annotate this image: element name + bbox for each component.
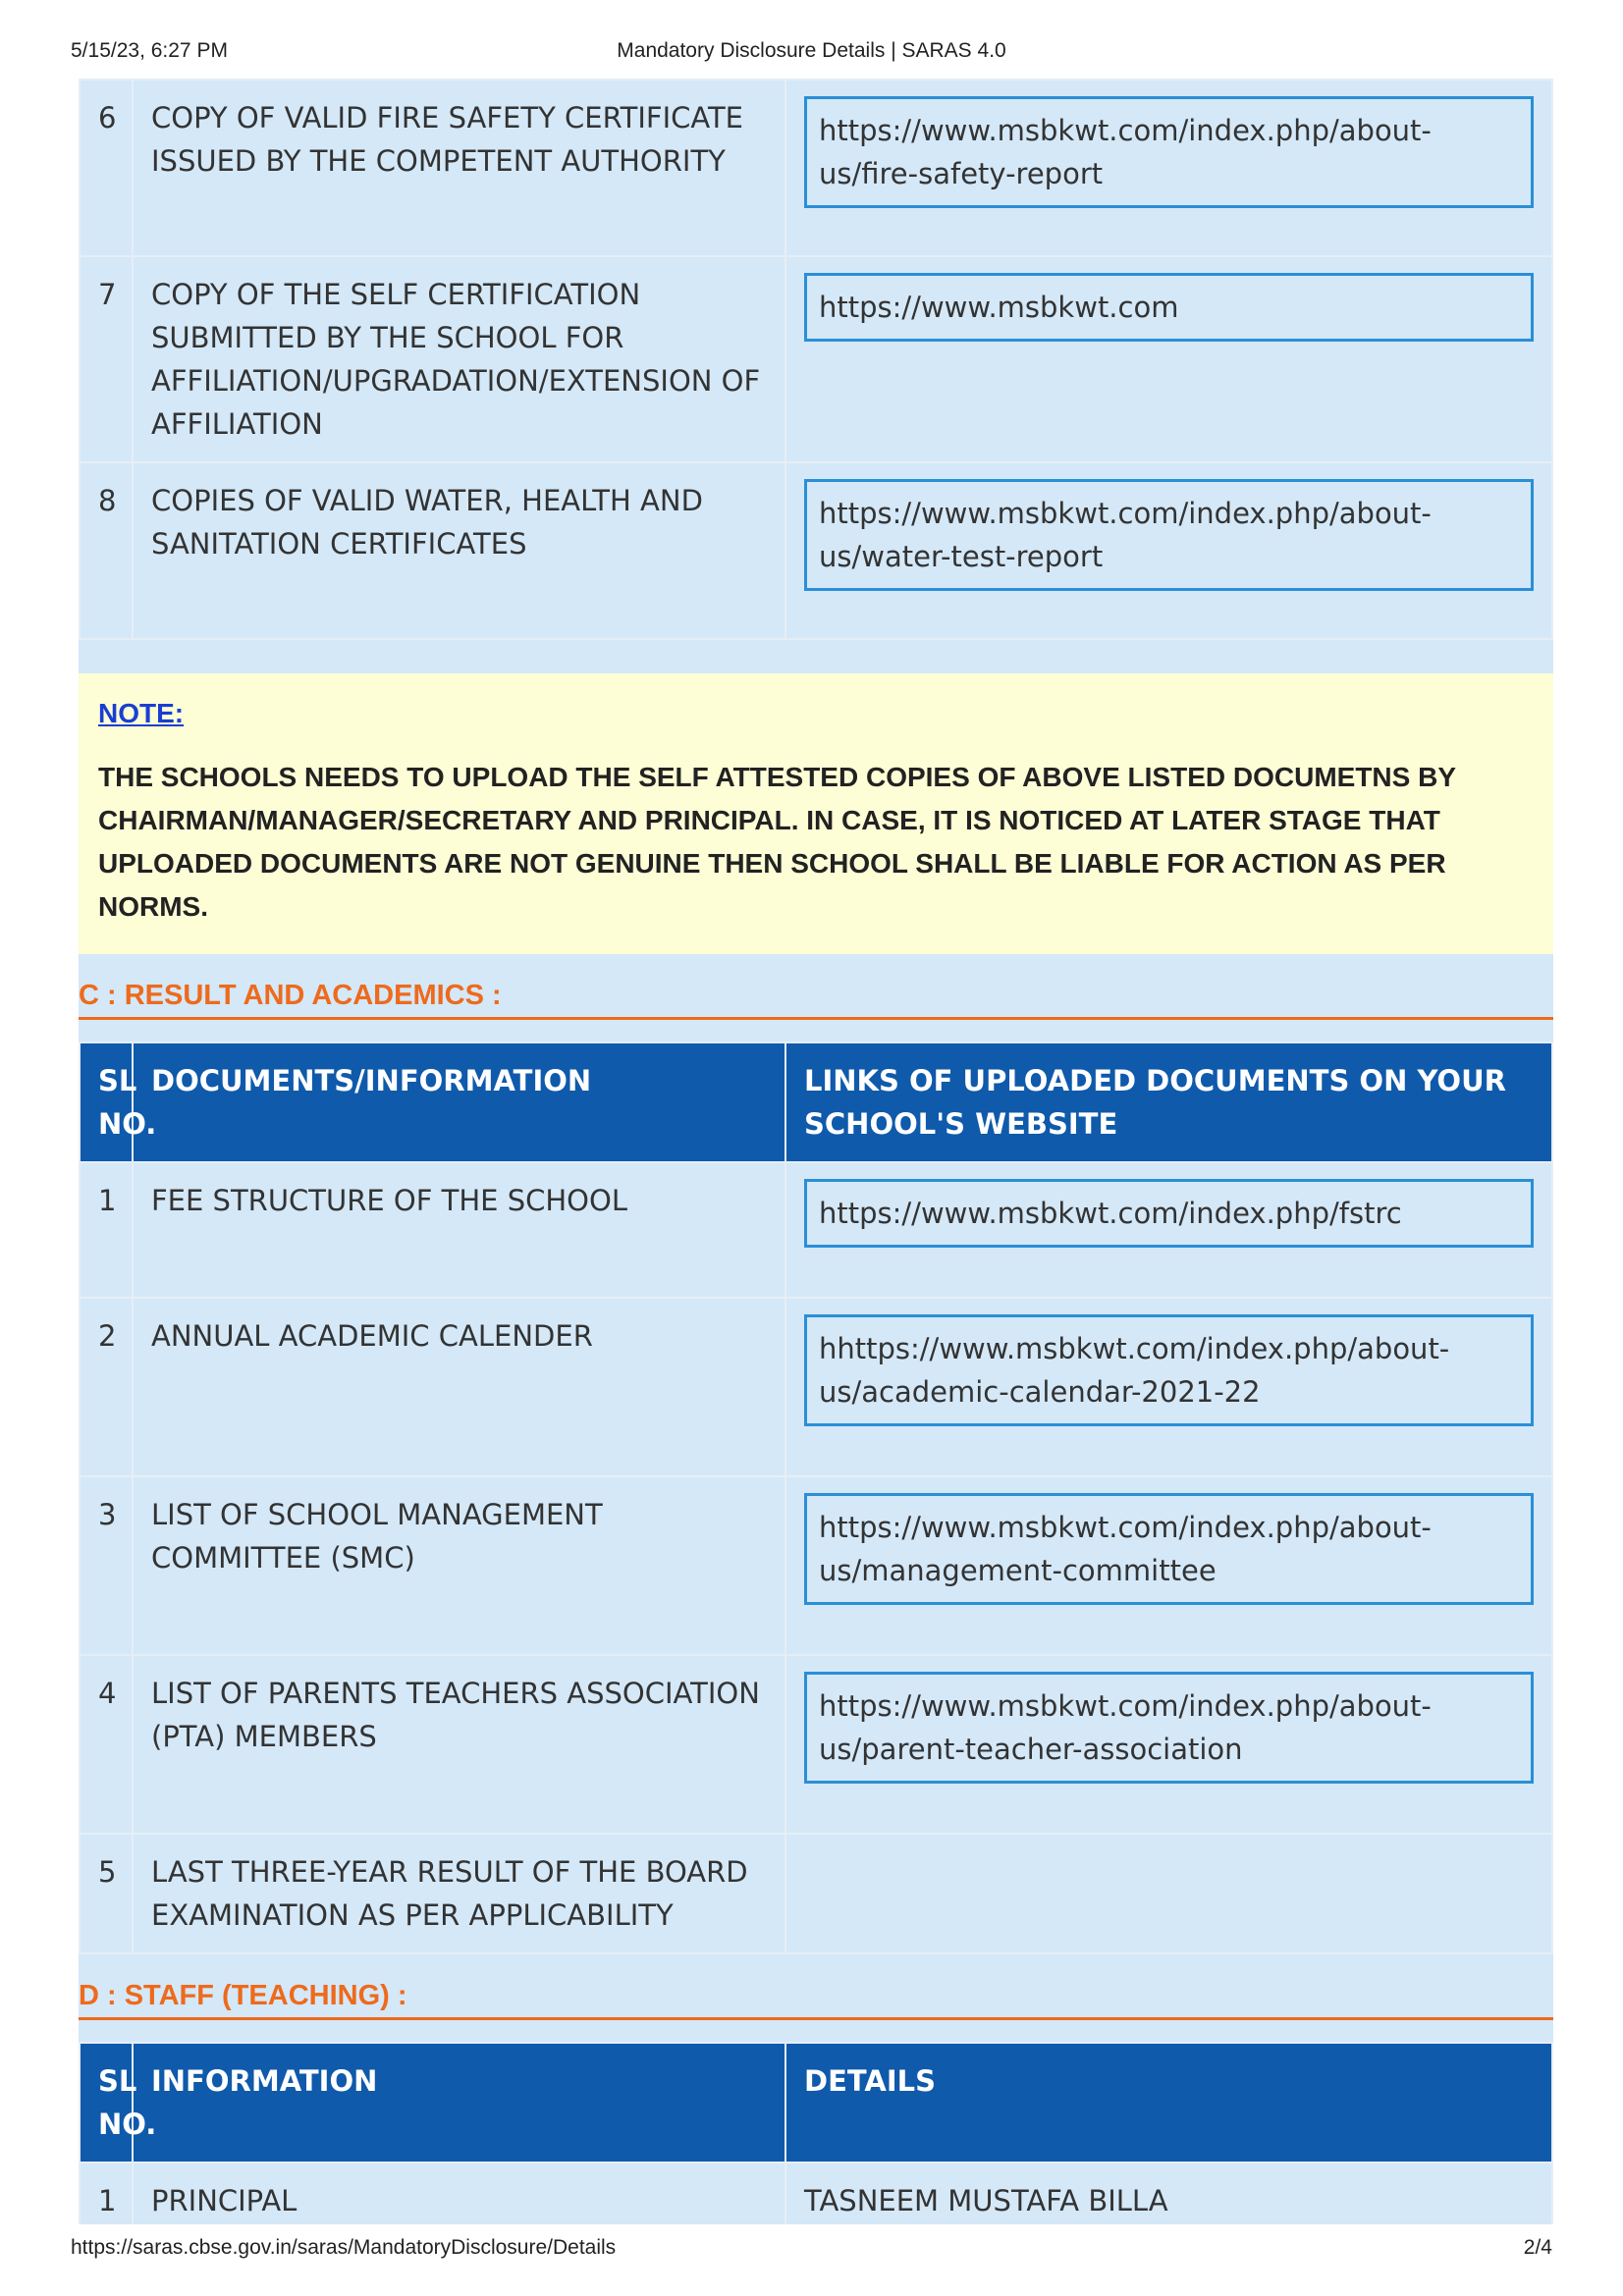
link-cell [785,80,1552,256]
document-name: COPY OF VALID FIRE SAFETY CERTIFICATE ISSUED BY THE COMPETENT AUTHORITY [133,80,785,256]
note-box [79,673,1553,954]
document-name: COPY OF THE SELF CERTIFICATION SUBMITTED BY THE SCHOOL FOR AFFILIATION/UPGRADATION/EXTENSION OF AFFILIATION [133,256,785,462]
sl-no: 5 [80,1834,133,1953]
table-row [80,1834,1552,1953]
sl-no: 6 [80,80,133,256]
page-number: 2/4 [1523,2236,1552,2259]
link-cell [785,1655,1552,1834]
section-c-table [79,1041,1553,1954]
disclosure-content [79,79,1553,2224]
document-link[interactable]: https://www.msbkwt.com/index.php/fstrc [804,1179,1534,1248]
table-row [80,1298,1552,1476]
sl-no: 2 [80,1298,133,1476]
link-cell [785,1162,1552,1298]
link-cell [785,462,1552,639]
page-title: Mandatory Disclosure Details | SARAS 4.0 [617,39,1006,62]
table-row [80,1162,1552,1298]
table-row [80,256,1552,462]
column-header: SL NO. [80,2043,133,2163]
sl-no: 4 [80,1655,133,1834]
table-row [80,80,1552,256]
table-row [80,462,1552,639]
sl-no: 3 [80,1476,133,1655]
link-cell [785,1298,1552,1476]
section-b-table [79,79,1553,640]
document-name: LAST THREE-YEAR RESULT OF THE BOARD EXAMINATION AS PER APPLICABILITY [133,1834,785,1953]
document-name: COPIES OF VALID WATER, HEALTH AND SANITATION CERTIFICATES [133,462,785,639]
print-date: 5/15/23, 6:27 PM [71,39,228,62]
note-label: NOTE: [98,698,185,728]
link-cell [785,1834,1552,1953]
column-header: DETAILS [785,2043,1552,2163]
sl-no: 1 [80,1162,133,1298]
column-header: SL NO. [80,1042,133,1162]
document-link[interactable]: https://www.msbkwt.com [804,273,1534,342]
table-row [80,1655,1552,1834]
table-row [80,2163,1552,2224]
table-header-row [80,2043,1552,2163]
spacer [79,640,1553,673]
document-name: ANNUAL ACADEMIC CALENDER [133,1298,785,1476]
document-link[interactable]: https://www.msbkwt.com/index.php/about-us/management-committee [804,1493,1534,1605]
document-link[interactable]: https://www.msbkwt.com/index.php/about-us/fire-safety-report [804,96,1534,208]
table-row [80,1476,1552,1655]
column-header: INFORMATION [133,2043,785,2163]
document-name: LIST OF SCHOOL MANAGEMENT COMMITTEE (SMC) [133,1476,785,1655]
section-d-title: D : STAFF (TEACHING) : [79,1954,1553,2020]
link-cell [785,1476,1552,1655]
section-c-title: C : RESULT AND ACADEMICS : [79,954,1553,1020]
column-header: DOCUMENTS/INFORMATION [133,1042,785,1162]
staff-details: TASNEEM MUSTAFA BILLA [785,2163,1552,2224]
document-link[interactable]: https://www.msbkwt.com/index.php/about-us/parent-teacher-association [804,1672,1534,1784]
section-d-table [79,2042,1553,2224]
page-url: https://saras.cbse.gov.in/saras/MandatoryDisclosure/Details [71,2236,617,2259]
document-name: FEE STRUCTURE OF THE SCHOOL [133,1162,785,1298]
column-header: LINKS OF UPLOADED DOCUMENTS ON YOUR SCHOOL'S WEBSITE [785,1042,1552,1162]
link-cell [785,256,1552,462]
sl-no: 8 [80,462,133,639]
document-link[interactable]: https://www.msbkwt.com/index.php/about-us/water-test-report [804,479,1534,591]
sl-no: 7 [80,256,133,462]
document-name: LIST OF PARENTS TEACHERS ASSOCIATION (PTA) MEMBERS [133,1655,785,1834]
table-header-row [80,1042,1552,1162]
sl-no: 1 [80,2163,133,2224]
note-text: THE SCHOOLS NEEDS TO UPLOAD THE SELF ATTESTED COPIES OF ABOVE LISTED DOCUMETNS BY CHAIRMAN/MANAGER/SECRETARY AND PRINCIPAL. IN CASE, IT IS NOTICED AT LATER STAGE THAT UPLOADED DOCUMENTS ARE NOT GENUINE THEN SCHOOL SHALL BE LIABLE FOR ACTION AS PER NORMS. [98,762,1456,922]
document-link[interactable]: hhttps://www.msbkwt.com/index.php/about-us/academic-calendar-2021-22 [804,1314,1534,1426]
staff-info: PRINCIPAL [133,2163,785,2224]
